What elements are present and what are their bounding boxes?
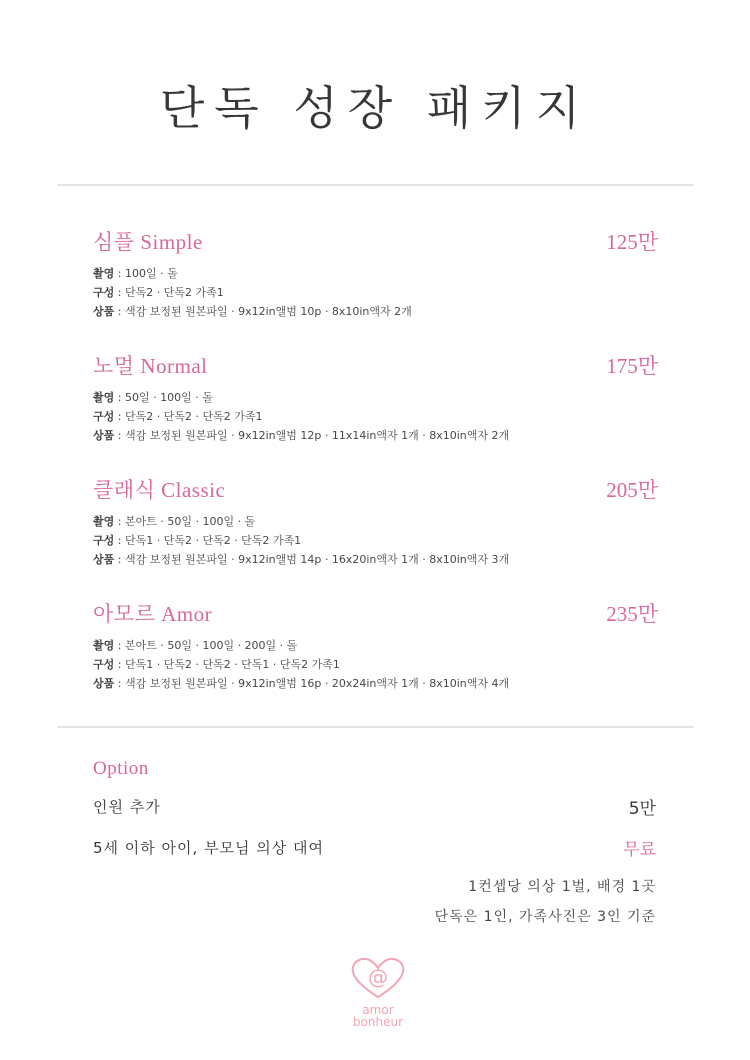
detail-value: : 색감 보정된 원본파일 · 9x12in앨범 14p · 16x20in액자 1개 · 8x10in액자 3개	[114, 553, 510, 566]
option-title: Option	[93, 758, 149, 779]
option-row-costume-rental	[93, 837, 656, 867]
package-classic	[93, 474, 658, 569]
detail-value: : 단독1 · 단독2 · 단독2 · 단독1 · 단독2 가족1	[114, 658, 340, 671]
logo-line-bonheur: bonheur	[352, 1015, 404, 1029]
package-price: 125만	[606, 230, 658, 254]
detail-value: : 색감 보정된 원본파일 · 9x12in앨범 16p · 20x24in액자 1개 · 8x10in액자 4개	[114, 677, 510, 690]
package-name: 심플 Simple	[93, 230, 203, 254]
detail-value: : 단독2 · 단독2 · 단독2 가족1	[114, 410, 263, 423]
package-amor	[93, 598, 658, 693]
option-price: 5만	[628, 799, 656, 819]
package-detail-composition	[93, 531, 658, 550]
package-detail-shoot	[93, 264, 658, 283]
detail-key: 촬영	[93, 267, 115, 280]
package-detail-composition	[93, 283, 658, 302]
package-normal	[93, 350, 658, 445]
detail-key: 촬영	[93, 391, 115, 404]
option-note: 1컨셉당 의상 1벌, 배경 1곳	[468, 879, 656, 895]
detail-value: : 단독2 · 단독2 가족1	[114, 286, 224, 299]
detail-key: 구성	[93, 534, 115, 547]
option-label: 5세 이하 아이, 부모님 의상 대여	[93, 839, 325, 857]
package-detail-products	[93, 674, 658, 693]
logo-mark: @	[368, 965, 388, 989]
package-name: 클래식 Classic	[93, 478, 226, 502]
package-detail-products	[93, 302, 658, 321]
brand-logo	[345, 955, 411, 1030]
detail-value: : 본아트 · 50일 · 100일 · 200일 · 돌	[114, 639, 298, 652]
detail-value: : 50일 · 100일 · 돌	[114, 391, 213, 404]
package-name: 노멀 Normal	[93, 354, 208, 378]
package-detail-shoot	[93, 512, 658, 531]
package-price: 175만	[606, 354, 658, 378]
detail-value: : 본아트 · 50일 · 100일 · 돌	[114, 515, 256, 528]
option-price: 무료	[623, 840, 656, 860]
heart-at-icon	[345, 955, 411, 1001]
detail-key: 촬영	[93, 639, 115, 652]
option-label: 인원 추가	[93, 798, 161, 816]
package-detail-composition	[93, 407, 658, 426]
detail-key: 구성	[93, 658, 115, 671]
detail-value: : 색감 보정된 원본파일 · 9x12in앨범 12p · 11x14in액자 1개 · 8x10in액자 2개	[114, 429, 510, 442]
package-detail-composition	[93, 655, 658, 674]
detail-key: 상품	[93, 677, 115, 690]
package-detail-products	[93, 550, 658, 569]
package-simple	[93, 226, 658, 321]
logo-line-amor: amor	[362, 1003, 394, 1017]
package-detail-shoot	[93, 636, 658, 655]
detail-value: : 100일 · 돌	[114, 267, 178, 280]
option-row-extra-person	[93, 796, 656, 826]
bottom-divider	[57, 726, 694, 728]
detail-key: 상품	[93, 429, 115, 442]
package-name: 아모르 Amor	[93, 602, 213, 626]
detail-value: : 단독1 · 단독2 · 단독2 · 단독2 가족1	[114, 534, 302, 547]
detail-key: 구성	[93, 286, 115, 299]
detail-key: 촬영	[93, 515, 115, 528]
detail-value: : 색감 보정된 원본파일 · 9x12in앨범 10p · 8x10in액자 2개	[114, 305, 412, 318]
detail-key: 구성	[93, 410, 115, 423]
package-price: 235만	[606, 602, 658, 626]
page-title: 단독 성장 패키지	[159, 81, 591, 135]
package-price: 205만	[606, 478, 658, 502]
package-detail-shoot	[93, 388, 658, 407]
detail-key: 상품	[93, 305, 115, 318]
detail-key: 상품	[93, 553, 115, 566]
package-detail-products	[93, 426, 658, 445]
option-note: 단독은 1인, 가족사진은 3인 기준	[434, 909, 656, 925]
top-divider	[57, 184, 694, 186]
